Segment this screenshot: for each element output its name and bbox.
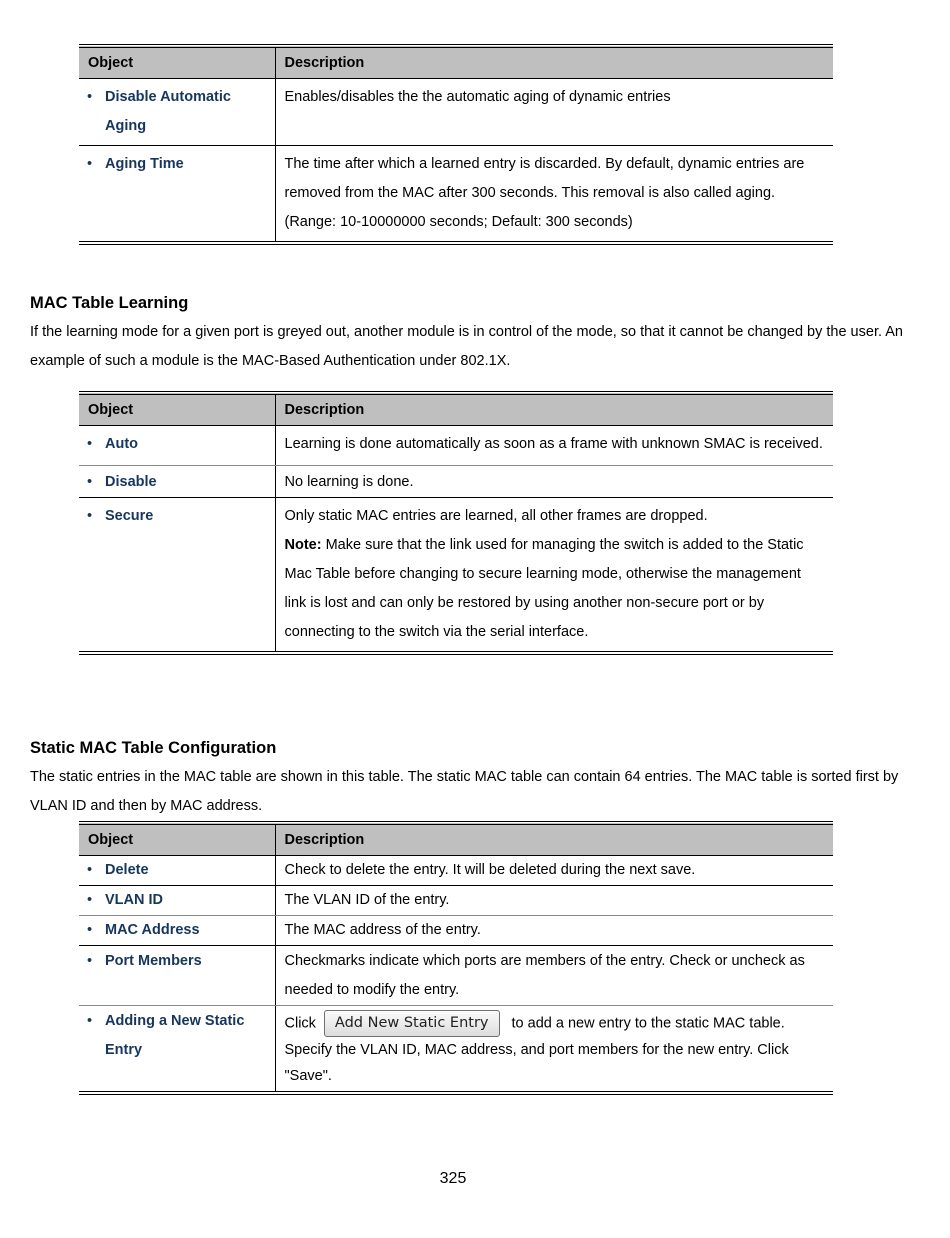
object-description: Learning is done automatically as soon as a frame with unknown SMAC is received.	[275, 426, 833, 466]
bullet-icon: •	[87, 1013, 93, 1029]
table-header-description: Description	[275, 393, 833, 426]
add-new-static-entry-button[interactable]: Add New Static Entry	[324, 1010, 500, 1037]
object-description: Check to delete the entry. It will be deleted during the next save.	[275, 856, 833, 886]
bullet-icon: •	[87, 862, 93, 878]
object-description	[275, 498, 833, 654]
table-row	[79, 916, 833, 946]
object-name: VLAN ID	[105, 892, 163, 908]
secure-description: Only static MAC entries are learned, all other frames are dropped.	[284, 508, 708, 524]
table-row	[79, 146, 833, 244]
object-description: The VLAN ID of the entry.	[275, 886, 833, 916]
page-number: 325	[439, 1170, 467, 1187]
object-description: Checkmarks indicate which ports are members of the entry. Check or uncheck as needed to modify the entry.	[275, 946, 833, 1006]
learning-object-table	[79, 391, 833, 655]
table-row	[79, 466, 833, 498]
secure-note	[285, 531, 825, 647]
bullet-icon: •	[87, 156, 93, 172]
table-header-description: Description	[275, 823, 833, 856]
object-name: Aging Time	[105, 156, 184, 172]
note-label: Note:	[284, 537, 322, 553]
bullet-icon: •	[87, 892, 93, 908]
object-description: Enables/disables the the automatic aging of dynamic entries	[275, 79, 833, 146]
section-title-static: Static MAC Table Configuration	[30, 739, 277, 757]
object-name: Disable Automatic Aging	[105, 89, 231, 134]
object-name: Secure	[105, 508, 154, 524]
bullet-icon: •	[87, 89, 93, 105]
object-description	[275, 1006, 833, 1094]
table-row	[79, 426, 833, 466]
object-name: Delete	[105, 862, 149, 878]
bullet-icon: •	[87, 922, 93, 938]
object-name: Port Members	[105, 953, 202, 969]
table-header-description: Description	[275, 46, 833, 79]
aging-object-table	[79, 44, 833, 245]
object-name: Disable	[105, 474, 157, 490]
click-text: Click	[284, 1015, 316, 1032]
section-title-learning: MAC Table Learning	[30, 294, 189, 312]
table-row	[79, 886, 833, 916]
table-row	[79, 856, 833, 886]
static-intro: The static entries in the MAC table are shown in this table. The static MAC table can contain 64 entries. The MAC table is sorted first by VLAN ID and then by MAC address.	[30, 769, 899, 814]
object-description: The time after which a learned entry is discarded. By default, dynamic entries are removed from the MAC after 300 seconds. This removal is also called aging. (Range: 10-10000000 seconds; Default: 300 seconds)	[275, 146, 833, 244]
note-text: Make sure that the link used for managing the switch is added to the Static Mac Table before changing to secure learning mode, otherwise the management link is lost and can only be restored by using another non-secure port or by connecting to the switch via the serial interface.	[284, 537, 804, 640]
learning-intro: If the learning mode for a given port is greyed out, another module is in control of the mode, so that it cannot be changed by the user. An example of such a module is the MAC-Based Authentication under 802.1X.	[30, 324, 903, 369]
bullet-icon: •	[87, 474, 93, 490]
bullet-icon: •	[87, 953, 93, 969]
static-object-table	[79, 821, 833, 1095]
table-header-object: Object	[79, 46, 275, 79]
bullet-icon: •	[87, 508, 93, 524]
table-row	[79, 498, 833, 654]
table-header-object: Object	[79, 393, 275, 426]
table-row	[79, 79, 833, 146]
object-name: MAC Address	[105, 922, 200, 938]
object-description: No learning is done.	[275, 466, 833, 498]
object-name: Auto	[105, 436, 139, 452]
object-name: Adding a New Static Entry	[105, 1013, 245, 1058]
table-row	[79, 1006, 833, 1094]
table-header-object: Object	[79, 823, 275, 856]
table-row	[79, 946, 833, 1006]
bullet-icon: •	[87, 436, 93, 452]
add-entry-description: to add a new entry to the static MAC table. Specify the VLAN ID, MAC address, and port members for the new entry. Click "Save".	[284, 1015, 789, 1084]
object-description: The MAC address of the entry.	[275, 916, 833, 946]
